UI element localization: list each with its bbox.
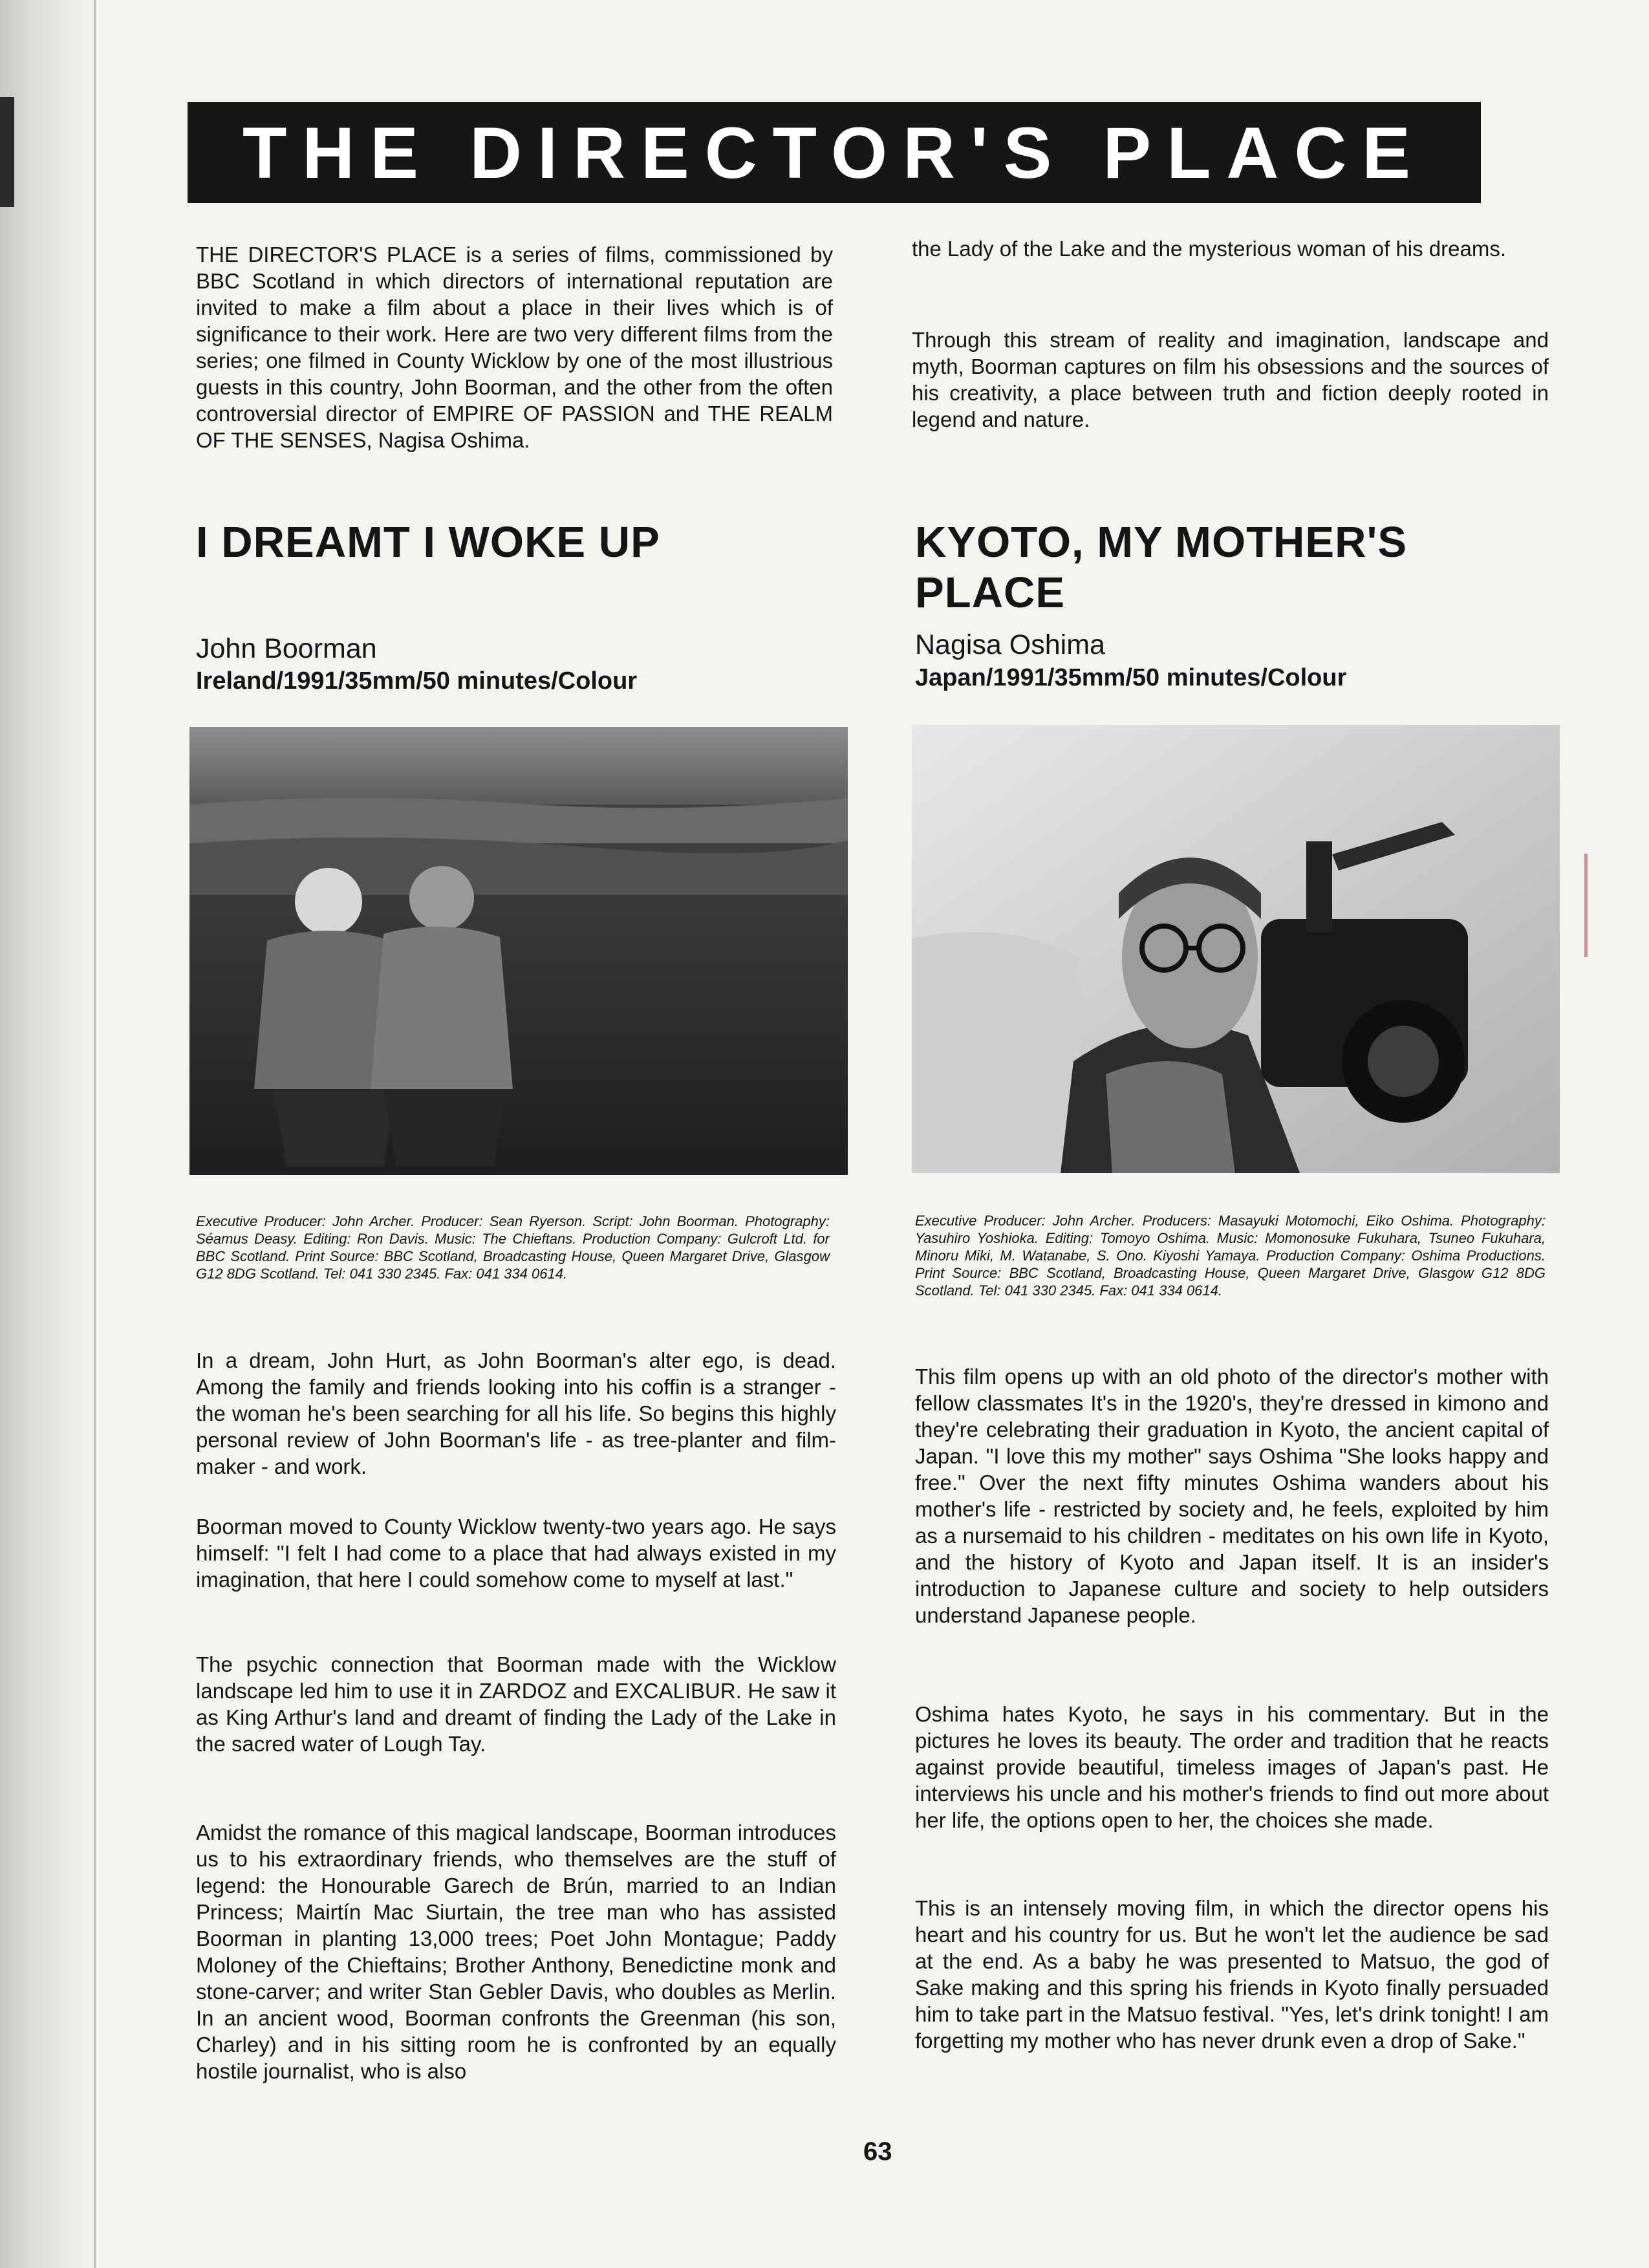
boorman-paragraph-4: Amidst the romance of this magical landscape, Boorman introduces us to his extraordinary friends, who themselves are the stuff of legend: the Honourable Garech de Brún, married to an Indian Princess; Mairtín Mac Siurtain, the tree man who has assisted Boorman in planting 13,000 trees; Poet John Montague; Paddy Moloney of the Chieftains; Brother Anthony, Benedictine monk and stone-carver; and writer Stan Gebler Davis, who doubles as Merlin. In an ancient wood, Boorman confronts the Greenman (his son, Charley) and in his sitting room he is confronted by an equally hostile journalist, who is also xyxy=(196,1820,836,2083)
director-name-boorman: John Boorman xyxy=(196,633,377,664)
page-title: THE DIRECTOR'S PLACE xyxy=(242,112,1426,193)
continued-paragraph-1: the Lady of the Lake and the mysterious woman of his dreams. xyxy=(912,237,1507,261)
director-with-camera-image xyxy=(912,725,1560,1173)
intro-paragraph: THE DIRECTOR'S PLACE is a series of films, commissioned by BBC Scotland in which directors of international reputation are invited to make a film about a place in their lives which is of significance to their work. Here are two very different films from the series; one filmed in County Wicklow by one of the most illustrious guests in this country, John Boorman, and the other from the often controversial director of EMPIRE OF PASSION and THE REALM OF THE SENSES, Nagisa Oshima. xyxy=(196,243,833,452)
moorland-portrait-image xyxy=(189,727,848,1175)
boorman-paragraph-1: In a dream, John Hurt, as John Boorman's alter ego, is dead. Among the family and friends looking into his coffin is a stranger - the woman he's been searching for all his life. So begins this highly personal review of John Boorman's life - as tree-planter and film-maker - and work. xyxy=(196,1348,836,1478)
page-mark xyxy=(1584,854,1588,957)
film-details-boorman: Ireland/1991/35mm/50 minutes/Colour xyxy=(196,667,638,695)
boorman-paragraph-3: The psychic connection that Boorman made with the Wicklow landscape led him to use it in ZARDOZ and EXCALIBUR. He saw it as King Arthur's land and dreamt of finding the Lady of the Lake in the sacred water of Lough Tay. xyxy=(196,1652,836,1756)
oshima-paragraph-3: This is an intensely moving film, in which the director opens his heart and his country for us. But he won't let the audience be sad at the end. As a baby he was presented to Matsuo, the god of Sake making and this spring his friends in Kyoto finally persuaded him to take part in the Matsuo festival. "Yes, let's drink tonight! I am forgetting my mother who has never drunk even a drop of Sake." xyxy=(915,1896,1549,2053)
continued-paragraph-2: Through this stream of reality and imagination, landscape and myth, Boorman captures on film his obsessions and the sources of his creativity, a place between truth and fiction deeply rooted in legend and nature. xyxy=(912,328,1549,431)
book-spine-shadow xyxy=(0,0,97,2268)
film-title-oshima: KYOTO, MY MOTHER'S PLACE xyxy=(915,518,1408,617)
oshima-paragraph-1: This film opens up with an old photo of the director's mother with fellow classmates It's in the 1920's, they're dressed in kimono and they're celebrating their graduation in Kyoto, the ancient capital of Japan. "I love this my mother" says Oshima "She looks happy and free." Over the next fifty minutes Oshima wanders about his mother's life - restricted by society and, he feels, exploited by him as a nursemaid to his children - meditates on his own life in Kyoto, and the history of Kyoto and Japan itself. It is an insider's introduction to Japanese culture and society to help outsiders understand Japanese people. xyxy=(915,1365,1549,1627)
page-number: 63 xyxy=(863,2137,892,2166)
boorman-paragraph-2: Boorman moved to County Wicklow twenty-two years ago. He says himself: "I felt I had come to a place that had always existed in my imagination, that here I could somehow come to myself at last." xyxy=(196,1515,836,1592)
oshima-paragraph-2: Oshima hates Kyoto, he says in his commentary. But in the pictures he loves its beauty. The order and tradition that he reacts against provide beautiful, timeless images of Japan's past. He interviews his uncle and his mother's friends to find out more about her life, the options open to her, the choices she made. xyxy=(915,1702,1549,1832)
film-details-oshima: Japan/1991/35mm/50 minutes/Colour xyxy=(915,664,1347,691)
film-title-boorman: I DREAMT I WOKE UP xyxy=(196,518,660,567)
title-banner xyxy=(188,102,1481,203)
credits-boorman: Executive Producer: John Archer. Producer: Sean Ryerson. Script: John Boorman. Photography: Séamus Deasy. Editing: Ron Davis. Music: The Chieftans. Production Company: Gulcroft Ltd. for BBC Scotland. Print Source: BBC Scotland, Broadcasting House, Queen Margaret Drive, Glasgow G12 8DG Scotland. Tel: 041 330 2345. Fax: 041 334 0614. xyxy=(196,1213,830,1282)
boorman-photo xyxy=(189,727,848,1175)
credits-oshima: Executive Producer: John Archer. Producers: Masayuki Motomochi, Eiko Oshima. Photography: Yasuhiro Yoshioka. Editing: Tomoyo Oshima. Music: Momonosuke Fukuhara, Tsuneo Fukuhara, Minoru Miki, M. Watanabe, S. Ono. Kiyoshi Yamaya. Production Company: Oshima Productions. Print Source: BBC Scotland, Broadcasting House, Queen Margaret Drive, Glasgow G12 8DG Scotland. Tel: 041 330 2345. Fax: 041 334 0614. xyxy=(915,1213,1546,1299)
spine-mark xyxy=(0,97,14,207)
page-edge xyxy=(94,0,96,2268)
director-name-oshima: Nagisa Oshima xyxy=(915,629,1105,660)
oshima-photo xyxy=(912,725,1560,1173)
